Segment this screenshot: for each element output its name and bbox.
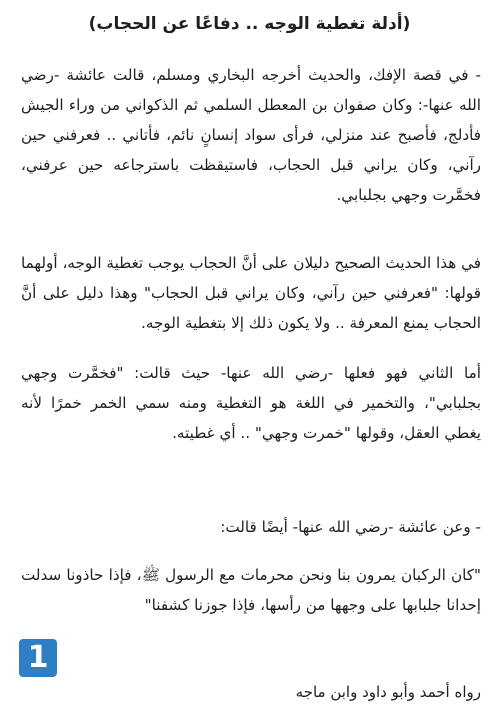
page-title: (أدلة تغطية الوجه .. دفاعًا عن الحجاب) [88, 14, 411, 34]
hadith-source: رواه أحمد وأبو داود وابن ماجه [295, 683, 481, 701]
paragraph-second-evidence: أما الثاني فهو فعلها -رضي الله عنها- حيث قالت: "فخمَّرت وجهي بجلبابي"، والتخمير في اللغة هو التغطية ومنه سمي الخمر خمرًا لأنه يغطي العقل، وقولها "خمرت وجهي" .. أي غطيته. [21, 364, 481, 442]
paragraph-first-evidence: في هذا الحديث الصحيح دليلان على أنَّ الحجاب يوجب تغطية الوجه، أولهما قولها: "فعرفني حين رآني، وكان يراني قبل الحجاب" وهذا دليل على أنَّ الحجاب يمنع المعرفة .. ولا يكون ذلك إلا بتغطية الوجه. [21, 254, 481, 332]
page-number-badge: 1 [19, 639, 57, 677]
paragraph-hadith-quote: "كان الركبان يمرون بنا ونحن محرمات مع الرسول ﷺ، فإذا حاذونا سدلت إحدانا جلبابها على وجهها من رأسها، فإذا جوزنا كشفنا" [21, 566, 481, 614]
paragraph-ifk-story: - في قصة الإفك، والحديث أخرجه البخاري ومسلم، قالت عائشة -رضي الله عنها-: وكان صفوان بن المعطل السلمي ثم الذكواني من وراء الجيش فأدلج، فأصبح عند منزلي، فرأى سواد إنسانٍ نائم، فأتاني .. فعرفني حين رآني، وكان يراني قبل الحجاب، فاستيقظت باسترجاعه حين عرفني، فخمَّرت وجهي بجلبابي. [21, 66, 481, 204]
paragraph-aisha-intro: - وعن عائشة -رضي الله عنها- أيضًا قالت: [220, 518, 481, 536]
